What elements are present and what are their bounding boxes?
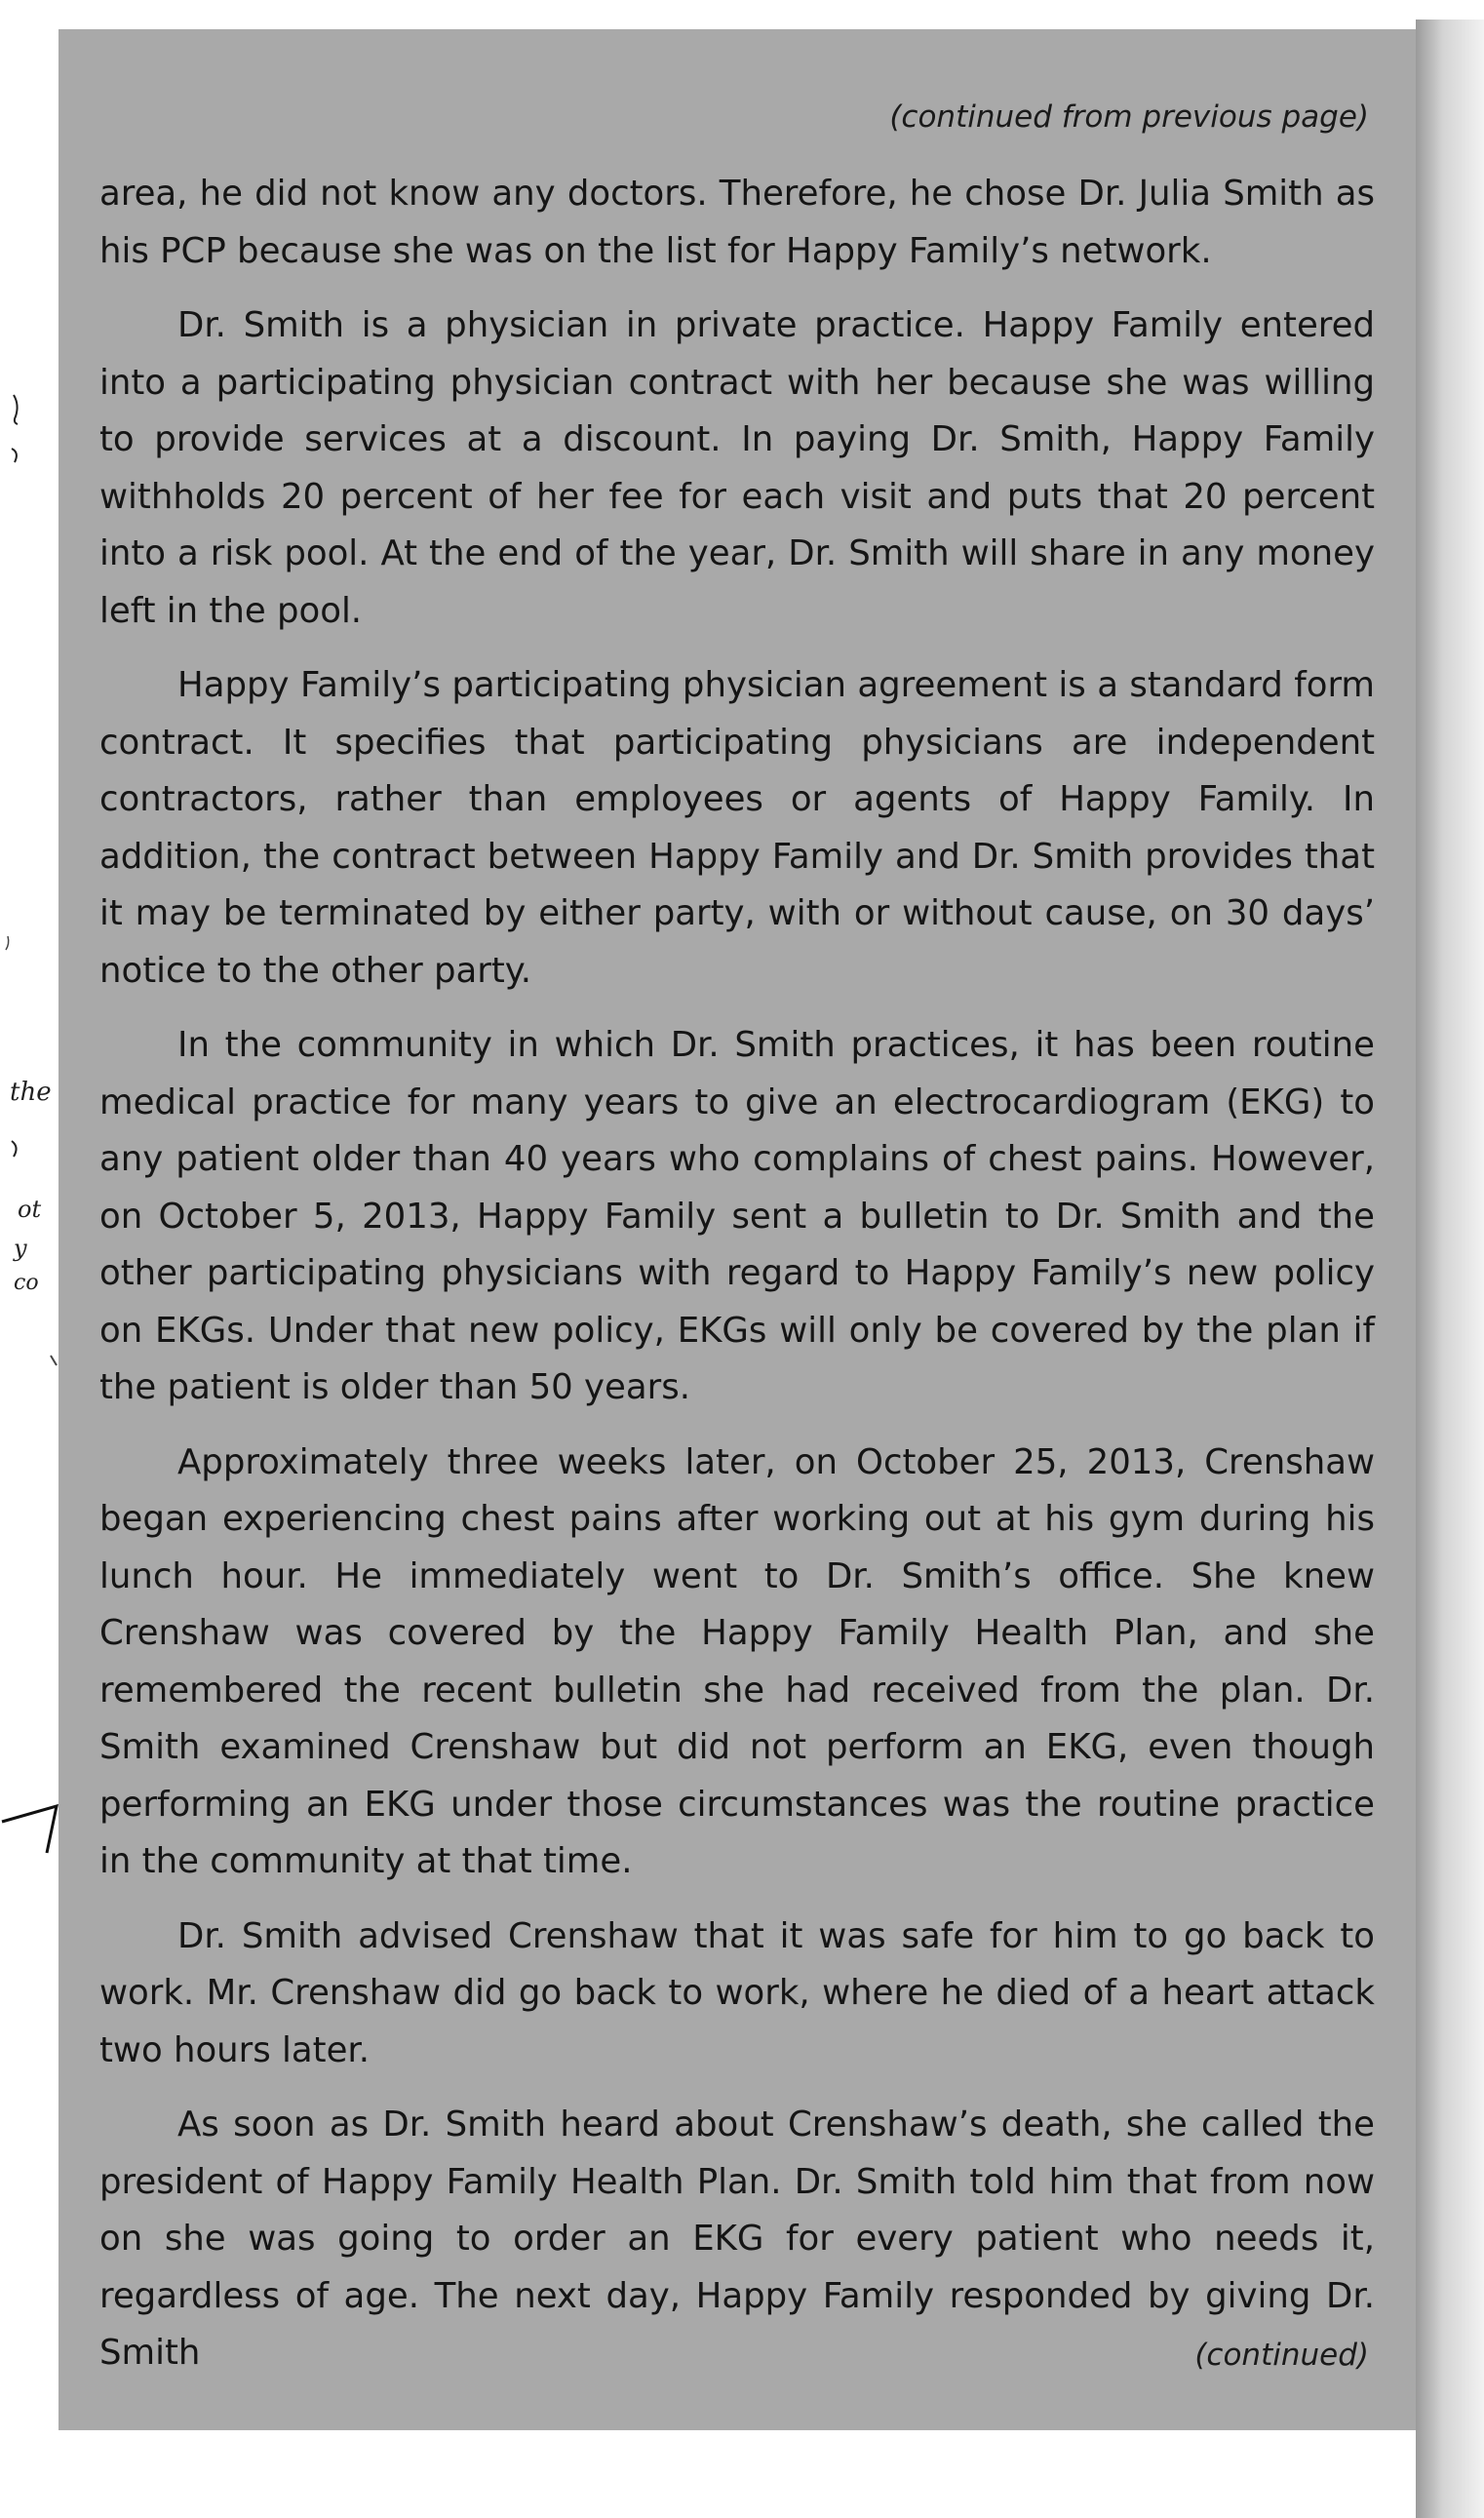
- handwritten-word-3: y: [14, 1235, 27, 1262]
- handwritten-word-1: the: [10, 1078, 52, 1107]
- continued-note: (continued): [1194, 2337, 1369, 2373]
- case-study-text: [99, 166, 1375, 2400]
- continued-from-note: (continued from previous page): [889, 99, 1369, 135]
- paragraph-3: Happy Family’s participating physician agreement is a standard form contract. It specifies that participating physicians are independent contractors, rather than employees or agents of Happy Family. In addition, the contract between Happy Family and Dr. Smith provides that it may be terminated by either party, with or without cause, on 30 days’ notice to the other party.: [99, 665, 1375, 991]
- paragraph-1: area, he did not know any doctors. Therefore, he chose Dr. Julia Smith as his PCP because she was on the list for Happy Family’s network.: [99, 174, 1375, 271]
- paragraph-7: As soon as Dr. Smith heard about Crenshaw’s death, she called the president of Happy Family Health Plan. Dr. Smith told him that from now on she was going to order an EKG for every patient who needs it, regardless of age. The next day, Happy Family responded by giving Dr. Smith: [99, 2105, 1375, 2373]
- pen-stroke-5: [51, 1356, 57, 1365]
- pen-stroke-2: [12, 449, 17, 462]
- handwritten-margin-marks: [0, 0, 59, 2518]
- arrow-mark: [2, 1806, 57, 1853]
- page-edge-shadow: [1416, 20, 1484, 2518]
- pen-stroke-4: [12, 1141, 17, 1157]
- paragraph-4: In the community in which Dr. Smith practices, it has been routine medical practice for many years to give an electrocardiogram (EKG) to any patient older than 40 years who complains of chest pains. However, on October 5, 2013, Happy Family sent a bulletin to Dr. Smith and the other participating physicians with regard to Happy Family’s new policy on EKGs. Under that new policy, EKGs will only be covered by the plan if the patient is older than 50 years.: [99, 1025, 1375, 1407]
- pen-stroke-3: [6, 936, 9, 950]
- paragraph-2: Dr. Smith is a physician in private practice. Happy Family entered into a participating physician contract with her because she was willing to provide services at a discount. In paying Dr. Smith, Happy Family withholds 20 percent of her fee for each visit and puts that 20 percent into a risk pool. At the end of the year, Dr. Smith will share in any money left in the pool.: [99, 305, 1375, 631]
- handwritten-word-2: ot: [18, 1196, 42, 1223]
- pen-stroke-1: [14, 395, 18, 424]
- case-study-box: [59, 29, 1416, 2430]
- paragraph-5: Approximately three weeks later, on October 25, 2013, Crenshaw began experiencing chest pains after working out at his gym during his lunch hour. He immediately went to Dr. Smith’s office. She knew Crenshaw was covered by the Happy Family Health Plan, and she remembered the recent bulletin she had received from the plan. Dr. Smith examined Crenshaw but did not perform an EKG, even though performing an EKG under those circumstances was the routine practice in the community at that time.: [99, 1441, 1375, 1881]
- handwritten-word-4: co: [14, 1271, 39, 1295]
- paragraph-6: Dr. Smith advised Crenshaw that it was safe for him to go back to work. Mr. Crenshaw did go back to work, where he died of a heart attack two hours later.: [99, 1915, 1375, 2070]
